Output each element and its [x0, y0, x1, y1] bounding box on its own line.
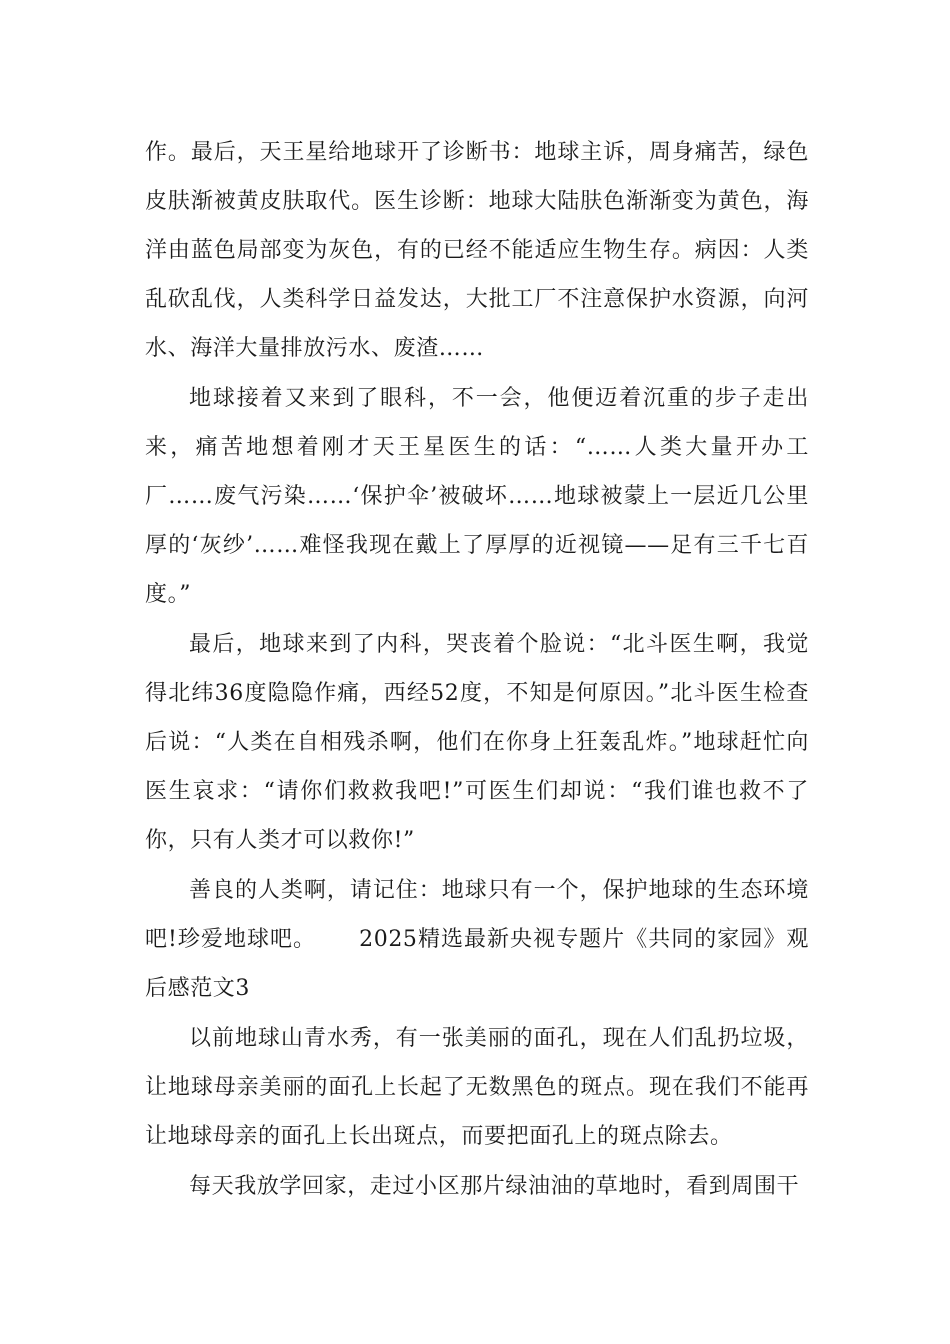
paragraph-diagnosis: 作。最后，天王星给地球开了诊断书：地球主诉，周身痛苦，绿色皮肤渐被黄皮肤取代。医生诊断：地球大陆肤色渐渐变为黄色，海洋由蓝色局部变为灰色，有的已经不能适应生物生存。病因：人类乱砍乱伐，人类科学日益发达，大批工厂不注意保护水资源，向河水、海洋大量排放污水、废渣……: [145, 140, 809, 361]
paragraph-walk-home: 每天我放学回家，走过小区那片绿油油的草地时，看到周围干: [189, 1174, 800, 1199]
paragraph-eye-clinic: 地球接着又来到了眼科，不一会，他便迈着沉重的步子走出来，痛苦地想着刚才天王星医生的话：“……人类大量开办工厂……废气污染……‘保护伞’被破坏……地球被蒙上一层近几公里厚的‘灰纱’……难怪我现在戴上了厚厚的近视镜——足有三千七百度。”: [145, 386, 809, 607]
document-body: [145, 128, 809, 1211]
paragraph-conclusion: 善良的人类啊，请记住：地球只有一个，保护地球的生态环境吧!珍爱地球吧。 2025精选最新央视专题片《共同的家园》观后感范文3: [145, 878, 809, 1001]
paragraph-earth-face: 以前地球山青水秀，有一张美丽的面孔，现在人们乱扔垃圾，让地球母亲美丽的面孔上长起了无数黑色的斑点。现在我们不能再让地球母亲的面孔上长出斑点，而要把面孔上的斑点除去。: [145, 1026, 809, 1149]
paragraph-internal-medicine: 最后，地球来到了内科，哭丧着个脸说：“北斗医生啊，我觉得北纬36度隐隐作痛，西经52度，不知是何原因。”北斗医生检查后说：“人类在自相残杀啊，他们在你身上狂轰乱炸。”地球赶忙向医生哀求：“请你们救救我吧!”可医生们却说：“我们谁也救不了你，只有人类才可以救你!”: [145, 632, 809, 853]
